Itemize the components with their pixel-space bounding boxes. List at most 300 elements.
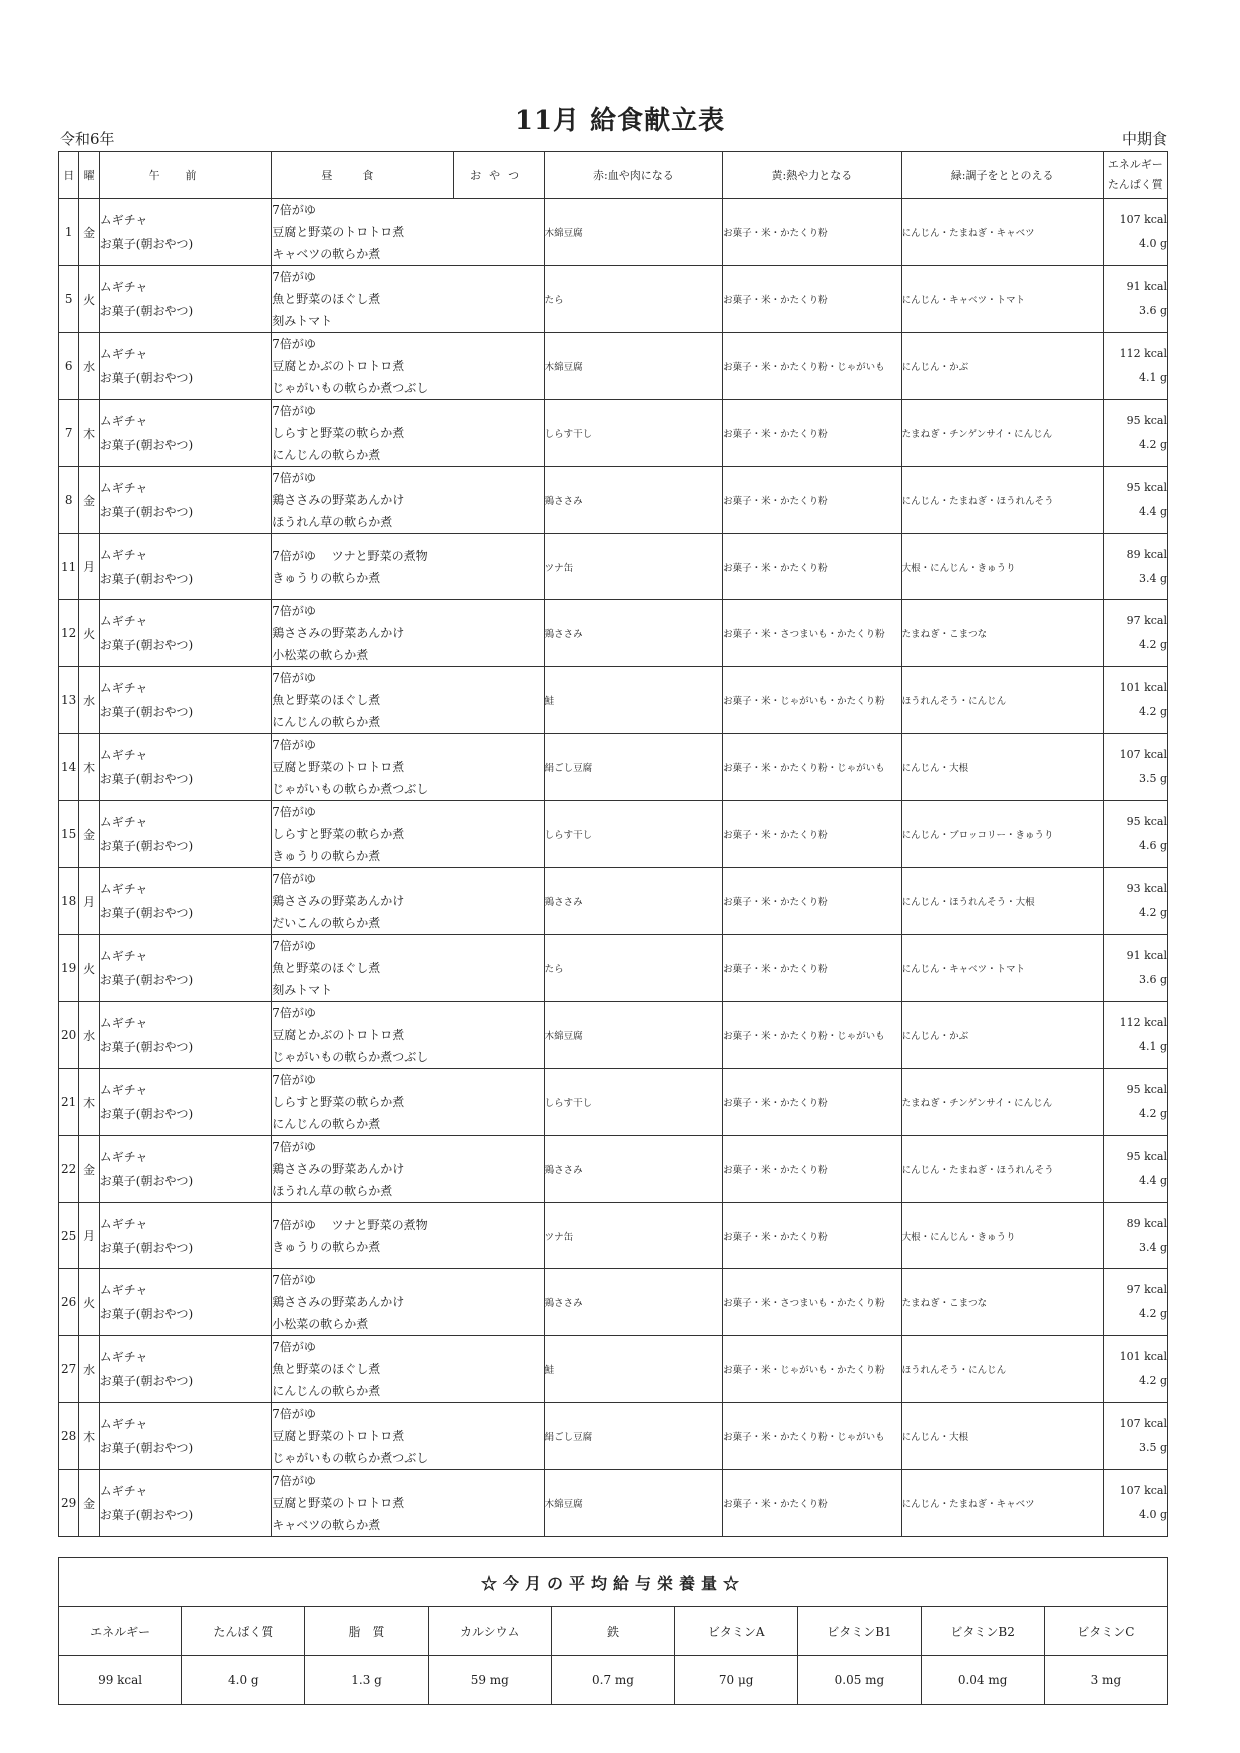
menu-row [59,467,1168,534]
green-group-cell: ほうれんそう・にんじん [901,667,1103,734]
nutrition-cell [1103,1470,1167,1537]
morning-item: お菓子(朝おやつ) [99,772,194,786]
day-cell: 14 [59,734,79,801]
lunch-item: 鶏ささみの野菜あんかけ [272,1162,405,1176]
nutrition-cell [1103,1203,1167,1269]
protein-value: 4.0 g [1138,1508,1167,1521]
lunch-item: ほうれん草の軟らか煮 [272,1184,393,1198]
red-group-cell: 木綿豆腐 [544,1002,723,1069]
energy-value: 89 kcal [1126,1216,1167,1230]
lunch-item: 魚と野菜のほぐし煮 [272,1362,381,1376]
nutrient-value: 3 mg [1044,1656,1167,1705]
lunch-item: だいこんの軟らか煮 [272,916,381,930]
yellow-group-cell: お菓子・米・かたくり粉 [723,400,902,467]
lunch-item: 刻みトマト [272,983,333,997]
red-group-cell: 鶏ささみ [544,600,723,667]
yellow-group-cell: お菓子・米・かたくり粉・じゃがいも [723,734,902,801]
lunch-item: にんじんの軟らか煮 [272,1117,381,1131]
lunch-item: 豆腐とかぶのトロトロ煮 [272,359,405,373]
lunch-cell [272,400,544,467]
header-yellow: 黄:熱や力となる [723,152,902,199]
morning-item: お菓子(朝おやつ) [99,571,194,586]
protein-value: 3.4 g [1138,571,1167,585]
protein-value: 4.4 g [1138,505,1167,518]
protein-value: 3.5 g [1138,1441,1167,1454]
weekday-cell: 水 [79,333,99,400]
menu-row [59,333,1168,400]
lunch-item: にんじんの軟らか煮 [272,1384,381,1398]
nutrition-cell [1103,1069,1167,1136]
day-cell: 19 [59,935,79,1002]
lunch-cell [272,199,544,266]
protein-value: 4.2 g [1138,906,1167,919]
protein-value: 3.6 g [1138,304,1167,317]
lunch-item: きゅうりの軟らか煮 [272,570,381,585]
protein-value: 4.2 g [1138,705,1167,718]
morning-cell [99,1136,271,1203]
day-cell: 11 [59,534,79,600]
morning-cell [99,1002,271,1069]
morning-item: お菓子(朝おやつ) [99,1040,194,1054]
lunch-item: 7倍がゆ [272,1407,316,1421]
green-group-cell: ほうれんそう・にんじん [901,1336,1103,1403]
red-group-cell: ツナ缶 [544,1203,723,1269]
menu-row [59,1069,1168,1136]
nutrient-name: たんぱく質 [182,1607,305,1656]
day-cell: 7 [59,400,79,467]
morning-item: ムギチャ [99,481,148,495]
lunch-cell [272,1002,544,1069]
day-cell: 27 [59,1336,79,1403]
lunch-item: 7倍がゆ [272,471,316,485]
green-group-cell: にんじん・たまねぎ・キャベツ [901,1470,1103,1537]
protein-value: 4.4 g [1138,1174,1167,1187]
day-cell: 12 [59,600,79,667]
morning-cell [99,1403,271,1470]
yellow-group-cell: お菓子・米・かたくり粉 [723,1470,902,1537]
lunch-item: 7倍がゆ ツナと野菜の煮物 [272,1217,428,1232]
nutrient-value: 1.3 g [305,1656,428,1705]
morning-item: ムギチャ [99,1417,148,1431]
lunch-item: しらすと野菜の軟らか煮 [272,426,405,440]
lunch-cell [272,467,544,534]
yellow-group-cell: お菓子・米・かたくり粉 [723,1136,902,1203]
morning-item: お菓子(朝おやつ) [99,1240,194,1255]
nutrient-name: カルシウム [428,1607,551,1656]
weekday-cell: 火 [79,935,99,1002]
header-protein: たんぱく質 [1107,178,1163,191]
nutrition-cell [1103,199,1167,266]
yellow-group-cell: お菓子・米・かたくり粉 [723,1203,902,1269]
green-group-cell: たまねぎ・チンゲンサイ・にんじん [901,1069,1103,1136]
menu-row [59,667,1168,734]
morning-cell [99,1470,271,1537]
menu-row [59,266,1168,333]
lunch-cell [272,1269,544,1336]
lunch-item: 7倍がゆ [272,1073,316,1087]
weekday-cell: 月 [79,868,99,935]
morning-cell [99,868,271,935]
lunch-cell [272,1470,544,1537]
nutrition-cell [1103,534,1167,600]
morning-item: お菓子(朝おやつ) [99,705,194,719]
menu-row [59,1403,1168,1470]
morning-cell [99,1336,271,1403]
header-day: 日 [59,152,79,199]
nutrient-name: ビタミンC [1044,1607,1167,1656]
weekday-cell: 金 [79,801,99,868]
energy-value: 95 kcal [1126,481,1167,494]
morning-item: お菓子(朝おやつ) [99,505,194,519]
nutrition-cell [1103,1002,1167,1069]
lunch-cell [272,266,544,333]
lunch-cell [272,1336,544,1403]
morning-item: ムギチャ [99,748,148,762]
lunch-item: 7倍がゆ [272,404,316,418]
menu-row [59,1136,1168,1203]
morning-cell [99,199,271,266]
green-group-cell: にんじん・かぶ [901,333,1103,400]
header-lunch-snack [272,152,544,199]
protein-value: 4.2 g [1138,1374,1167,1387]
header-red: 赤:血や肉になる [544,152,723,199]
energy-value: 107 kcal [1119,1417,1167,1430]
lunch-item: じゃがいもの軟らか煮つぶし [272,782,429,796]
morning-item: ムギチャ [99,1484,148,1498]
morning-item: お菓子(朝おやつ) [99,1374,194,1388]
lunch-item: 鶏ささみの野菜あんかけ [272,493,405,507]
menu-row [59,199,1168,266]
weekday-cell: 金 [79,1470,99,1537]
morning-cell [99,600,271,667]
energy-value: 93 kcal [1126,882,1167,895]
lunch-item: 7倍がゆ [272,604,316,618]
energy-value: 95 kcal [1126,1083,1167,1096]
menu-row [59,400,1168,467]
morning-cell [99,801,271,868]
header-snack: おやつ [453,152,544,198]
nutrition-cell [1103,400,1167,467]
protein-value: 4.2 g [1138,638,1167,651]
day-cell: 28 [59,1403,79,1470]
day-cell: 29 [59,1470,79,1537]
morning-item: お菓子(朝おやつ) [99,371,194,385]
lunch-cell [272,534,544,600]
nutrition-cell [1103,868,1167,935]
lunch-item: 7倍がゆ [272,1006,316,1020]
page-title: 11月 給食献立表 [514,106,726,136]
weekday-cell: 水 [79,1002,99,1069]
nutrition-cell [1103,1403,1167,1470]
morning-item: お菓子(朝おやつ) [99,304,194,318]
morning-item: ムギチャ [99,414,148,428]
red-group-cell: しらす干し [544,400,723,467]
header-green: 緑:調子をととのえる [901,152,1103,199]
header-energy: エネルギー [1107,158,1163,171]
lunch-item: にんじんの軟らか煮 [272,715,381,729]
morning-item: お菓子(朝おやつ) [99,839,194,853]
nutrition-cell [1103,467,1167,534]
morning-cell [99,734,271,801]
day-cell: 20 [59,1002,79,1069]
lunch-item: 小松菜の軟らか煮 [272,648,369,662]
weekday-cell: 金 [79,199,99,266]
morning-cell [99,400,271,467]
yellow-group-cell: お菓子・米・かたくり粉 [723,266,902,333]
red-group-cell: 鶏ささみ [544,868,723,935]
lunch-item: 鶏ささみの野菜あんかけ [272,626,405,640]
lunch-cell [272,1069,544,1136]
yellow-group-cell: お菓子・米・さつまいも・かたくり粉 [723,1269,902,1336]
energy-value: 95 kcal [1126,815,1167,828]
era-label: 令和6年 [60,130,115,148]
yellow-group-cell: お菓子・米・かたくり粉 [723,935,902,1002]
day-cell: 18 [59,868,79,935]
nutrient-value: 99 kcal [59,1656,182,1705]
lunch-cell [272,667,544,734]
day-cell: 6 [59,333,79,400]
morning-item: お菓子(朝おやつ) [99,1508,194,1522]
nutrient-name: 脂 質 [305,1607,428,1656]
red-group-cell: 鮭 [544,1336,723,1403]
day-cell: 26 [59,1269,79,1336]
lunch-item: じゃがいもの軟らか煮つぶし [272,1451,429,1465]
morning-cell [99,667,271,734]
lunch-cell [272,734,544,801]
lunch-cell [272,801,544,868]
morning-item: ムギチャ [99,347,148,361]
morning-item: お菓子(朝おやつ) [99,638,194,652]
red-group-cell: 絹ごし豆腐 [544,1403,723,1470]
red-group-cell: 鮭 [544,667,723,734]
morning-item: お菓子(朝おやつ) [99,1441,194,1455]
lunch-item: じゃがいもの軟らか煮つぶし [272,381,429,395]
nutrition-cell [1103,600,1167,667]
nutrition-cell [1103,266,1167,333]
protein-value: 4.0 g [1138,237,1167,250]
yellow-group-cell: お菓子・米・じゃがいも・かたくり粉 [723,667,902,734]
red-group-cell: 木綿豆腐 [544,199,723,266]
menu-row [59,1470,1168,1537]
meal-stage-label: 中期食 [1121,130,1167,148]
yellow-group-cell: お菓子・米・かたくり粉 [723,1069,902,1136]
lunch-cell [272,600,544,667]
lunch-cell [272,1203,544,1269]
morning-item: ムギチャ [99,1083,148,1097]
nutrient-value: 0.05 mg [798,1656,921,1705]
lunch-item: ほうれん草の軟らか煮 [272,515,393,529]
nutrient-value: 59 mg [428,1656,551,1705]
lunch-item: 7倍がゆ [272,1340,316,1354]
nutrient-name: ビタミンA [675,1607,798,1656]
lunch-item: キャベツの軟らか煮 [272,1518,381,1532]
red-group-cell: 絹ごし豆腐 [544,734,723,801]
lunch-cell [272,935,544,1002]
green-group-cell: にんじん・たまねぎ・ほうれんそう [901,467,1103,534]
lunch-item: 小松菜の軟らか煮 [272,1317,369,1331]
lunch-item: 魚と野菜のほぐし煮 [272,693,381,707]
green-group-cell: にんじん・かぶ [901,1002,1103,1069]
weekday-cell: 月 [79,534,99,600]
lunch-item: 7倍がゆ [272,337,316,351]
weekday-cell: 月 [79,1203,99,1269]
energy-value: 95 kcal [1126,414,1167,427]
lunch-item: 豆腐と野菜のトロトロ煮 [272,1429,405,1443]
lunch-item: 7倍がゆ [272,1273,316,1287]
lunch-item: 豆腐と野菜のトロトロ煮 [272,1496,405,1510]
green-group-cell: たまねぎ・こまつな [901,600,1103,667]
lunch-item: 7倍がゆ [272,203,316,217]
morning-item: ムギチャ [99,213,148,227]
weekday-cell: 火 [79,266,99,333]
lunch-item: にんじんの軟らか煮 [272,448,381,462]
day-cell: 22 [59,1136,79,1203]
menu-row [59,1269,1168,1336]
menu-row [59,734,1168,801]
green-group-cell: にんじん・ブロッコリー・きゅうり [901,801,1103,868]
morning-item: ムギチャ [99,547,148,562]
protein-value: 4.2 g [1138,438,1167,451]
day-cell: 15 [59,801,79,868]
morning-item: お菓子(朝おやつ) [99,1174,194,1188]
red-group-cell: たら [544,266,723,333]
menu-row [59,534,1168,600]
lunch-item: 7倍がゆ ツナと野菜の煮物 [272,548,428,563]
lunch-item: 魚と野菜のほぐし煮 [272,292,381,306]
nutrition-cell [1103,1336,1167,1403]
lunch-cell [272,1403,544,1470]
red-group-cell: 鶏ささみ [544,1269,723,1336]
green-group-cell: にんじん・キャベツ・トマト [901,935,1103,1002]
menu-row [59,868,1168,935]
nutrition-cell [1103,1269,1167,1336]
lunch-item: しらすと野菜の軟らか煮 [272,1095,405,1109]
energy-value: 95 kcal [1126,1150,1167,1163]
weekday-cell: 水 [79,1336,99,1403]
yellow-group-cell: お菓子・米・かたくり粉 [723,801,902,868]
nutrient-value: 0.04 mg [921,1656,1044,1705]
day-cell: 1 [59,199,79,266]
protein-value: 3.4 g [1138,1240,1167,1254]
day-cell: 5 [59,266,79,333]
protein-value: 4.1 g [1138,371,1167,384]
energy-value: 101 kcal [1119,1350,1167,1363]
menu-row [59,600,1168,667]
morning-cell [99,1269,271,1336]
morning-cell [99,266,271,333]
morning-cell [99,1203,271,1269]
morning-item: ムギチャ [99,1283,148,1297]
nutrient-name: ビタミンB2 [921,1607,1044,1656]
protein-value: 4.1 g [1138,1040,1167,1053]
protein-value: 4.2 g [1138,1107,1167,1120]
morning-item: お菓子(朝おやつ) [99,1307,194,1321]
red-group-cell: たら [544,935,723,1002]
header-nutrition [1103,152,1167,199]
lunch-item: 豆腐と野菜のトロトロ煮 [272,760,405,774]
weekday-cell: 水 [79,667,99,734]
morning-item: お菓子(朝おやつ) [99,906,194,920]
weekday-cell: 木 [79,400,99,467]
menu-row [59,1002,1168,1069]
protein-value: 4.2 g [1138,1307,1167,1320]
nutrition-table [58,1557,1168,1705]
nutrition-header-row [59,1607,1168,1656]
green-group-cell: たまねぎ・チンゲンサイ・にんじん [901,400,1103,467]
red-group-cell: 木綿豆腐 [544,333,723,400]
weekday-cell: 火 [79,1269,99,1336]
day-cell: 25 [59,1203,79,1269]
green-group-cell: 大根・にんじん・きゅうり [901,534,1103,600]
morning-cell [99,333,271,400]
lunch-item: しらすと野菜の軟らか煮 [272,827,405,841]
menu-row [59,1336,1168,1403]
morning-item: ムギチャ [99,681,148,695]
morning-cell [99,534,271,600]
header-am: 午前 [99,152,271,199]
red-group-cell: 鶏ささみ [544,467,723,534]
red-group-cell: ツナ缶 [544,534,723,600]
yellow-group-cell: お菓子・米・かたくり粉 [723,534,902,600]
morning-item: ムギチャ [99,614,148,628]
morning-item: ムギチャ [99,882,148,896]
yellow-group-cell: お菓子・米・かたくり粉・じゃがいも [723,1403,902,1470]
nutrient-name: エネルギー [59,1607,182,1656]
weekday-cell: 火 [79,600,99,667]
nutrient-value: 4.0 g [182,1656,305,1705]
nutrition-title: ☆今月の平均給与栄養量☆ [59,1558,1168,1607]
yellow-group-cell: お菓子・米・さつまいも・かたくり粉 [723,600,902,667]
header-dow: 曜 [79,152,99,199]
menu-row [59,935,1168,1002]
green-group-cell: にんじん・大根 [901,734,1103,801]
lunch-item: 7倍がゆ [272,1474,316,1488]
green-group-cell: 大根・にんじん・きゅうり [901,1203,1103,1269]
green-group-cell: にんじん・キャベツ・トマト [901,266,1103,333]
weekday-cell: 金 [79,467,99,534]
weekday-cell: 金 [79,1136,99,1203]
lunch-item: じゃがいもの軟らか煮つぶし [272,1050,429,1064]
lunch-item: きゅうりの軟らか煮 [272,1239,381,1254]
nutrient-name: ビタミンB1 [798,1607,921,1656]
yellow-group-cell: お菓子・米・かたくり粉 [723,467,902,534]
day-cell: 8 [59,467,79,534]
morning-item: お菓子(朝おやつ) [99,973,194,987]
morning-cell [99,1069,271,1136]
lunch-item: 豆腐とかぶのトロトロ煮 [272,1028,405,1042]
yellow-group-cell: お菓子・米・かたくり粉 [723,199,902,266]
nutrient-value: 70 μg [675,1656,798,1705]
morning-item: ムギチャ [99,1350,148,1364]
morning-cell [99,935,271,1002]
energy-value: 89 kcal [1126,547,1167,561]
nutrition-cell [1103,667,1167,734]
energy-value: 91 kcal [1126,949,1167,962]
energy-value: 107 kcal [1119,1484,1167,1497]
weekday-cell: 木 [79,734,99,801]
lunch-item: 7倍がゆ [272,671,316,685]
energy-value: 112 kcal [1119,347,1167,360]
morning-item: ムギチャ [99,1216,148,1231]
energy-value: 91 kcal [1126,280,1167,293]
lunch-item: 7倍がゆ [272,738,316,752]
nutrient-name: 鉄 [551,1607,674,1656]
green-group-cell: たまねぎ・こまつな [901,1269,1103,1336]
lunch-item: 7倍がゆ [272,939,316,953]
lunch-cell [272,1136,544,1203]
yellow-group-cell: お菓子・米・かたくり粉 [723,868,902,935]
lunch-item: きゅうりの軟らか煮 [272,849,381,863]
